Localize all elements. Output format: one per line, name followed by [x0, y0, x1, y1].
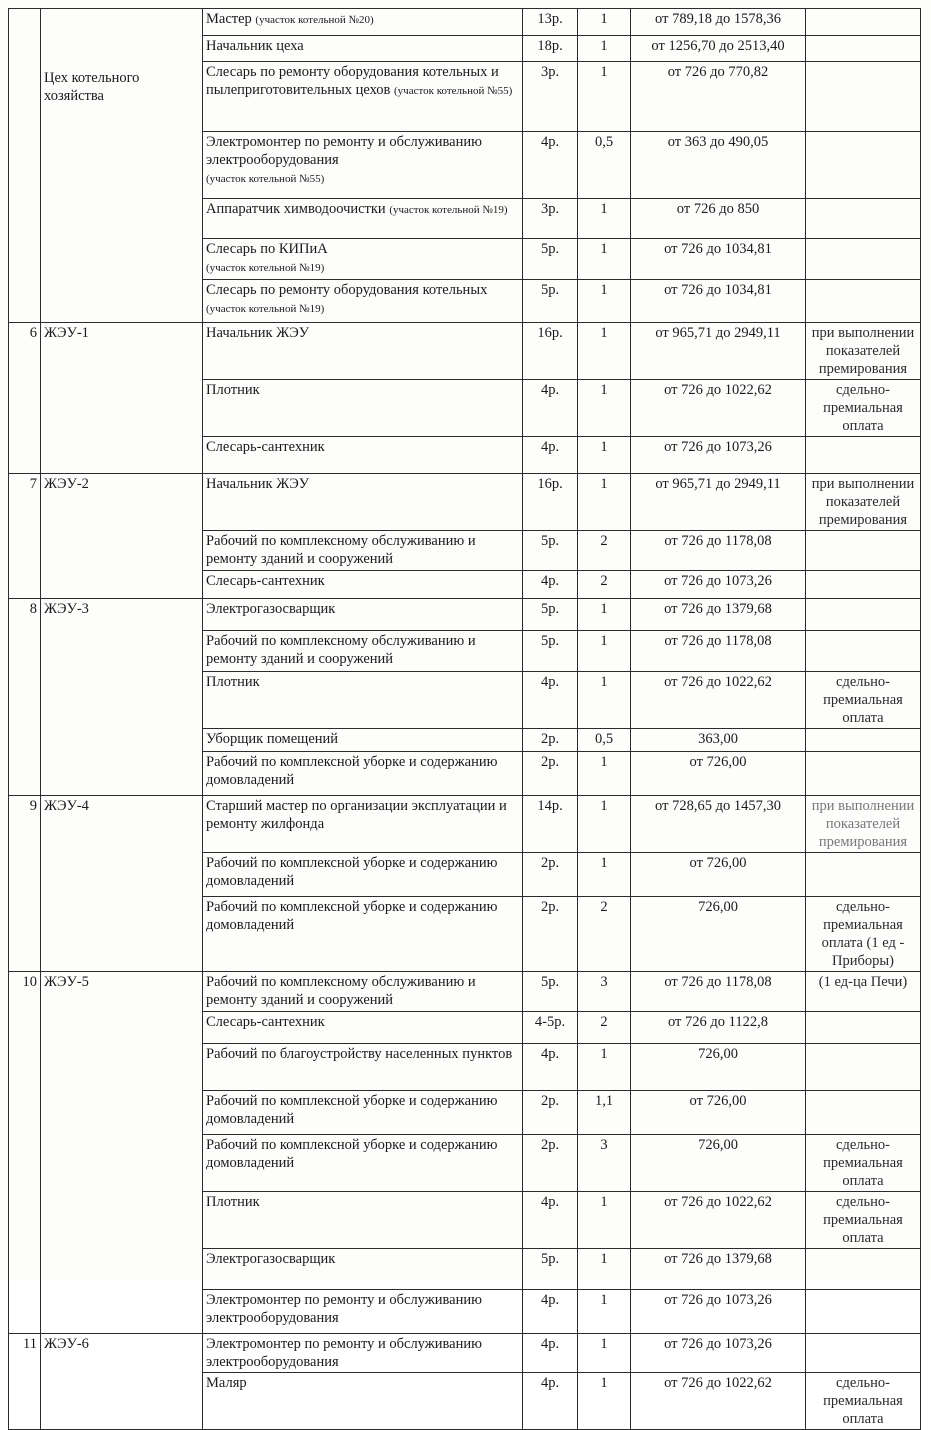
position-name: Рабочий по комплексной уборке и содержанию домовладений: [203, 853, 523, 897]
salary-range: 726,00: [631, 1044, 806, 1091]
position-name: Рабочий по комплексному обслуживанию и ремонту зданий и сооружений: [203, 631, 523, 672]
position-title: Электромонтер по ремонту и обслуживанию электрооборудования: [206, 134, 482, 168]
grade: 4-5р.: [523, 1012, 578, 1044]
salary-range: от 726,00: [631, 1091, 806, 1135]
rate: 1: [578, 239, 631, 280]
grade: 18р.: [523, 36, 578, 62]
position-name: [203, 62, 523, 132]
row-number: 6: [9, 323, 41, 474]
position-name: Слесарь-сантехник: [203, 1012, 523, 1044]
position-name: Рабочий по комплексному обслуживанию и ремонту зданий и сооружений: [203, 972, 523, 1012]
rate: 3: [578, 972, 631, 1012]
note: [806, 1249, 921, 1290]
grade: 4р.: [523, 1192, 578, 1249]
salary-range: от 726 до 1073,26: [631, 1334, 806, 1373]
note: сдельно-премиальная оплата: [806, 380, 921, 437]
position-name: Старший мастер по организации эксплуатации и ремонту жилфонда: [203, 796, 523, 853]
rate: 1,1: [578, 1091, 631, 1135]
rate: 2: [578, 531, 631, 571]
note: при выполнении показателей премирования: [806, 474, 921, 531]
row-number: 9: [9, 796, 41, 972]
note: [806, 280, 921, 323]
grade: 5р.: [523, 1249, 578, 1290]
grade: 5р.: [523, 239, 578, 280]
salary-range: от 726 до 1022,62: [631, 1373, 806, 1430]
note: сдельно-премиальная оплата (1 ед - Приборы): [806, 897, 921, 972]
note: [806, 132, 921, 199]
row-number: 11: [9, 1334, 41, 1430]
position-title: Слесарь по ремонту оборудования котельных и пылеприготовительных цехов: [206, 64, 499, 98]
rate: 1: [578, 323, 631, 380]
salary-range: от 726 до 770,82: [631, 62, 806, 132]
grade: 4р.: [523, 132, 578, 199]
unit-name: ЖЭУ-4: [41, 796, 203, 972]
note: [806, 853, 921, 897]
rate: 1: [578, 1334, 631, 1373]
salary-range: от 726 до 1034,81: [631, 280, 806, 323]
rate: 1: [578, 36, 631, 62]
position-site-note: (участок котельной №55): [206, 173, 325, 185]
grade: 4р.: [523, 437, 578, 474]
note: сдельно-премиальная оплата: [806, 1135, 921, 1192]
position-name: Рабочий по комплексной уборке и содержанию домовладений: [203, 897, 523, 972]
salary-range: от 726 до 1379,68: [631, 1249, 806, 1290]
note: [806, 36, 921, 62]
rate: 1: [578, 672, 631, 729]
rate: 2: [578, 897, 631, 972]
position-name: Плотник: [203, 380, 523, 437]
table-row: [9, 9, 921, 36]
note: [806, 1091, 921, 1135]
rate: 1: [578, 1373, 631, 1430]
rate: 1: [578, 1192, 631, 1249]
salary-range: от 726 до 1034,81: [631, 239, 806, 280]
rate: 1: [578, 380, 631, 437]
grade: 2р.: [523, 897, 578, 972]
position-name: [203, 9, 523, 36]
salary-range: от 726 до 1178,08: [631, 531, 806, 571]
position-name: Слесарь-сантехник: [203, 437, 523, 474]
row-number: 8: [9, 599, 41, 796]
grade: 2р.: [523, 1135, 578, 1192]
grade: 5р.: [523, 631, 578, 672]
position-name: Слесарь-сантехник: [203, 571, 523, 599]
position-name: [203, 199, 523, 239]
position-site-note: (участок котельной №19): [206, 303, 325, 315]
note: [806, 1290, 921, 1334]
salary-range: от 726,00: [631, 853, 806, 897]
rate: 1: [578, 1290, 631, 1334]
table-row: [9, 599, 921, 631]
position-name: Рабочий по комплексному обслуживанию и ремонту зданий и сооружений: [203, 531, 523, 571]
table-row: [9, 1334, 921, 1373]
note: сдельно-премиальная оплата: [806, 672, 921, 729]
position-name: [203, 239, 523, 280]
grade: 3р.: [523, 62, 578, 132]
position-name: Рабочий по комплексной уборке и содержанию домовладений: [203, 1091, 523, 1135]
rate: 1: [578, 631, 631, 672]
salary-range: от 363 до 490,05: [631, 132, 806, 199]
salary-range: 363,00: [631, 729, 806, 752]
grade: 14р.: [523, 796, 578, 853]
position-title: Слесарь по ремонту оборудования котельных: [206, 282, 488, 298]
position-name: Плотник: [203, 672, 523, 729]
grade: 5р.: [523, 599, 578, 631]
note: [806, 199, 921, 239]
note: [806, 1012, 921, 1044]
rate: 3: [578, 1135, 631, 1192]
table-row: [9, 796, 921, 853]
rate: 1: [578, 62, 631, 132]
salary-range: от 1256,70 до 2513,40: [631, 36, 806, 62]
salary-range: от 726 до 1379,68: [631, 599, 806, 631]
note: [806, 62, 921, 132]
grade: 5р.: [523, 531, 578, 571]
unit-name: ЖЭУ-2: [41, 474, 203, 599]
position-name: Начальник ЖЭУ: [203, 323, 523, 380]
position-title: Аппаратчик химводоочистки: [206, 201, 386, 217]
row-number: [9, 9, 41, 323]
rate: 1: [578, 853, 631, 897]
table-row: [9, 474, 921, 531]
unit-name: Цех котельного хозяйства: [41, 9, 203, 323]
position-name: Электрогазосварщик: [203, 599, 523, 631]
note: [806, 1334, 921, 1373]
position-title: Слесарь по КИПиА: [206, 241, 328, 257]
table-row: [9, 972, 921, 1012]
rate: 1: [578, 474, 631, 531]
staffing-table: [8, 8, 921, 1430]
note: [806, 599, 921, 631]
position-site-note: (участок котельной №55): [394, 85, 513, 97]
grade: 2р.: [523, 729, 578, 752]
position-name: Маляр: [203, 1373, 523, 1430]
rate: 1: [578, 199, 631, 239]
note: (1 ед-ца Печи): [806, 972, 921, 1012]
grade: 4р.: [523, 571, 578, 599]
position-name: [203, 280, 523, 323]
note: [806, 571, 921, 599]
rate: 2: [578, 571, 631, 599]
rate: 0,5: [578, 132, 631, 199]
rate: 1: [578, 1044, 631, 1091]
salary-range: от 726 до 1122,8: [631, 1012, 806, 1044]
position-name: Рабочий по благоустройству населенных пунктов: [203, 1044, 523, 1091]
grade: 2р.: [523, 853, 578, 897]
position-site-note: (участок котельной №19): [389, 204, 508, 216]
position-name: Начальник цеха: [203, 36, 523, 62]
salary-range: от 726 до 1073,26: [631, 1290, 806, 1334]
grade: 4р.: [523, 672, 578, 729]
salary-range: от 726 до 1178,08: [631, 972, 806, 1012]
salary-range: от 726 до 1178,08: [631, 631, 806, 672]
grade: 16р.: [523, 474, 578, 531]
grade: 4р.: [523, 1373, 578, 1430]
note: [806, 729, 921, 752]
note: [806, 1044, 921, 1091]
grade: 4р.: [523, 380, 578, 437]
salary-range: от 726 до 1073,26: [631, 571, 806, 599]
rate: 1: [578, 752, 631, 796]
rate: 1: [578, 280, 631, 323]
unit-name: ЖЭУ-1: [41, 323, 203, 474]
row-number: 10: [9, 972, 41, 1334]
note: [806, 752, 921, 796]
salary-range: от 965,71 до 2949,11: [631, 323, 806, 380]
rate: 2: [578, 1012, 631, 1044]
note: [806, 437, 921, 474]
salary-range: от 726 до 1022,62: [631, 1192, 806, 1249]
unit-name: ЖЭУ-3: [41, 599, 203, 796]
salary-range: от 726 до 1022,62: [631, 380, 806, 437]
position-name: Электрогазосварщик: [203, 1249, 523, 1290]
position-name: Электромонтер по ремонту и обслуживанию электрооборудования: [203, 1334, 523, 1373]
position-name: Плотник: [203, 1192, 523, 1249]
note: при выполнении показателей премирования: [806, 323, 921, 380]
rate: 1: [578, 599, 631, 631]
grade: 5р.: [523, 972, 578, 1012]
grade: 5р.: [523, 280, 578, 323]
table-row: [9, 323, 921, 380]
salary-range: 726,00: [631, 897, 806, 972]
unit-name: ЖЭУ-5: [41, 972, 203, 1334]
unit-name: ЖЭУ-6: [41, 1334, 203, 1430]
grade: 2р.: [523, 752, 578, 796]
rate: 1: [578, 9, 631, 36]
rate: 0,5: [578, 729, 631, 752]
position-name: Электромонтер по ремонту и обслуживанию электрооборудования: [203, 1290, 523, 1334]
salary-range: от 726 до 1073,26: [631, 437, 806, 474]
position-site-note: (участок котельной №20): [255, 14, 374, 26]
salary-range: от 726 до 850: [631, 199, 806, 239]
salary-range: от 728,65 до 1457,30: [631, 796, 806, 853]
position-name: Уборщик помещений: [203, 729, 523, 752]
grade: 4р.: [523, 1290, 578, 1334]
rate: 1: [578, 437, 631, 474]
note: при выполнении показателей премирования: [806, 796, 921, 853]
row-number: 7: [9, 474, 41, 599]
salary-range: от 726 до 1022,62: [631, 672, 806, 729]
grade: 4р.: [523, 1334, 578, 1373]
note: сдельно-премиальная оплата: [806, 1192, 921, 1249]
position-site-note: (участок котельной №19): [206, 262, 325, 274]
note: [806, 531, 921, 571]
grade: 2р.: [523, 1091, 578, 1135]
position-name: Рабочий по комплексной уборке и содержанию домовладений: [203, 1135, 523, 1192]
grade: 13р.: [523, 9, 578, 36]
grade: 16р.: [523, 323, 578, 380]
grade: 3р.: [523, 199, 578, 239]
rate: 1: [578, 1249, 631, 1290]
salary-range: от 726,00: [631, 752, 806, 796]
note: [806, 239, 921, 280]
position-name: Рабочий по комплексной уборке и содержанию домовладений: [203, 752, 523, 796]
rate: 1: [578, 796, 631, 853]
note: [806, 9, 921, 36]
salary-range: 726,00: [631, 1135, 806, 1192]
salary-range: от 965,71 до 2949,11: [631, 474, 806, 531]
note: [806, 631, 921, 672]
position-title: Мастер: [206, 11, 252, 27]
salary-range: от 789,18 до 1578,36: [631, 9, 806, 36]
note: сдельно-премиальная оплата: [806, 1373, 921, 1430]
position-name: Начальник ЖЭУ: [203, 474, 523, 531]
grade: 4р.: [523, 1044, 578, 1091]
position-name: [203, 132, 523, 199]
